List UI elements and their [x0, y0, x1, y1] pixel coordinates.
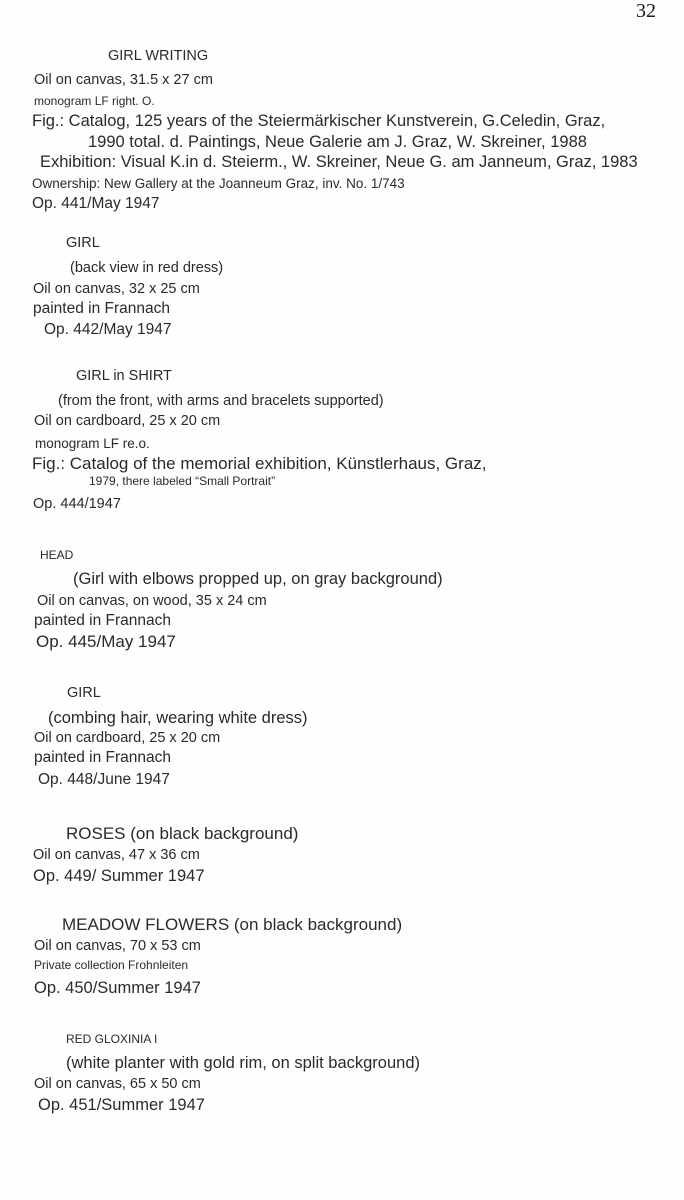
entry-subtitle: (back view in red dress)	[70, 260, 224, 276]
entry-location: painted in Frannach	[34, 612, 172, 629]
entry-title: ROSES (on black background)	[66, 824, 299, 843]
entry-location: painted in Frannach	[33, 300, 171, 317]
entry-subtitle: (Girl with elbows propped up, on gray background)	[73, 570, 443, 588]
entry-medium: Oil on canvas, 65 x 50 cm	[34, 1076, 201, 1092]
entry-ownership: Private collection Frohnleiten	[34, 958, 189, 972]
entry-medium: Oil on canvas, 32 x 25 cm	[33, 281, 200, 297]
entry-figure-ref: Fig.: Catalog, 125 years of the Steiermärkischer Kunstverein, G.Celedin, Graz,	[32, 112, 606, 130]
entry-title: GIRL	[67, 685, 101, 701]
entry-opus: Op. 448/June 1947	[38, 771, 170, 788]
entry-location: painted in Frannach	[34, 749, 172, 766]
entry-title: GIRL in SHIRT	[76, 368, 172, 384]
entry-medium: Oil on canvas, 70 x 53 cm	[34, 938, 201, 954]
entry-title: MEADOW FLOWERS (on black background)	[62, 915, 403, 934]
entry-title: GIRL WRITING	[108, 48, 209, 64]
entry-figure-ref-cont: 1979, there labeled “Small Portrait”	[89, 474, 276, 488]
entry-subtitle: (white planter with gold rim, on split background)	[66, 1054, 421, 1072]
page-number: 32	[636, 0, 656, 22]
entry-title: RED GLOXINIA I	[66, 1032, 158, 1046]
entry-opus: Op. 444/1947	[33, 496, 121, 512]
entry-exhibition: Exhibition: Visual K.in d. Steierm., W. Skreiner, Neue G. am Janneum, Graz, 1983	[40, 153, 638, 171]
entry-title: HEAD	[40, 548, 74, 562]
entry-subtitle: (from the front, with arms and bracelets supported)	[58, 393, 384, 409]
entry-opus: Op. 449/ Summer 1947	[33, 867, 205, 885]
entry-opus: Op. 445/May 1947	[36, 632, 176, 651]
entry-title: GIRL	[66, 235, 100, 251]
entry-monogram: monogram LF re.o.	[35, 436, 150, 451]
entry-medium: Oil on cardboard, 25 x 20 cm	[34, 730, 221, 746]
entry-opus: Op. 441/May 1947	[32, 195, 160, 212]
entry-opus: Op. 451/Summer 1947	[38, 1096, 205, 1114]
entry-ownership: Ownership: New Gallery at the Joanneum Graz, inv. No. 1/743	[32, 176, 405, 191]
entry-opus: Op. 442/May 1947	[44, 321, 172, 338]
entry-subtitle: (combing hair, wearing white dress)	[48, 709, 308, 727]
entry-monogram: monogram LF right. O.	[34, 94, 155, 108]
entry-medium: Oil on canvas, on wood, 35 x 24 cm	[37, 593, 267, 609]
entry-medium: Oil on cardboard, 25 x 20 cm	[34, 413, 221, 429]
entry-figure-ref: Fig.: Catalog of the memorial exhibition, Künstlerhaus, Graz,	[32, 454, 487, 473]
entry-figure-ref-cont: 1990 total. d. Paintings, Neue Galerie am J. Graz, W. Skreiner, 1988	[88, 133, 587, 151]
entry-medium: Oil on canvas, 47 x 36 cm	[33, 847, 200, 863]
entry-medium: Oil on canvas, 31.5 x 27 cm	[34, 72, 213, 88]
entry-opus: Op. 450/Summer 1947	[34, 979, 201, 997]
